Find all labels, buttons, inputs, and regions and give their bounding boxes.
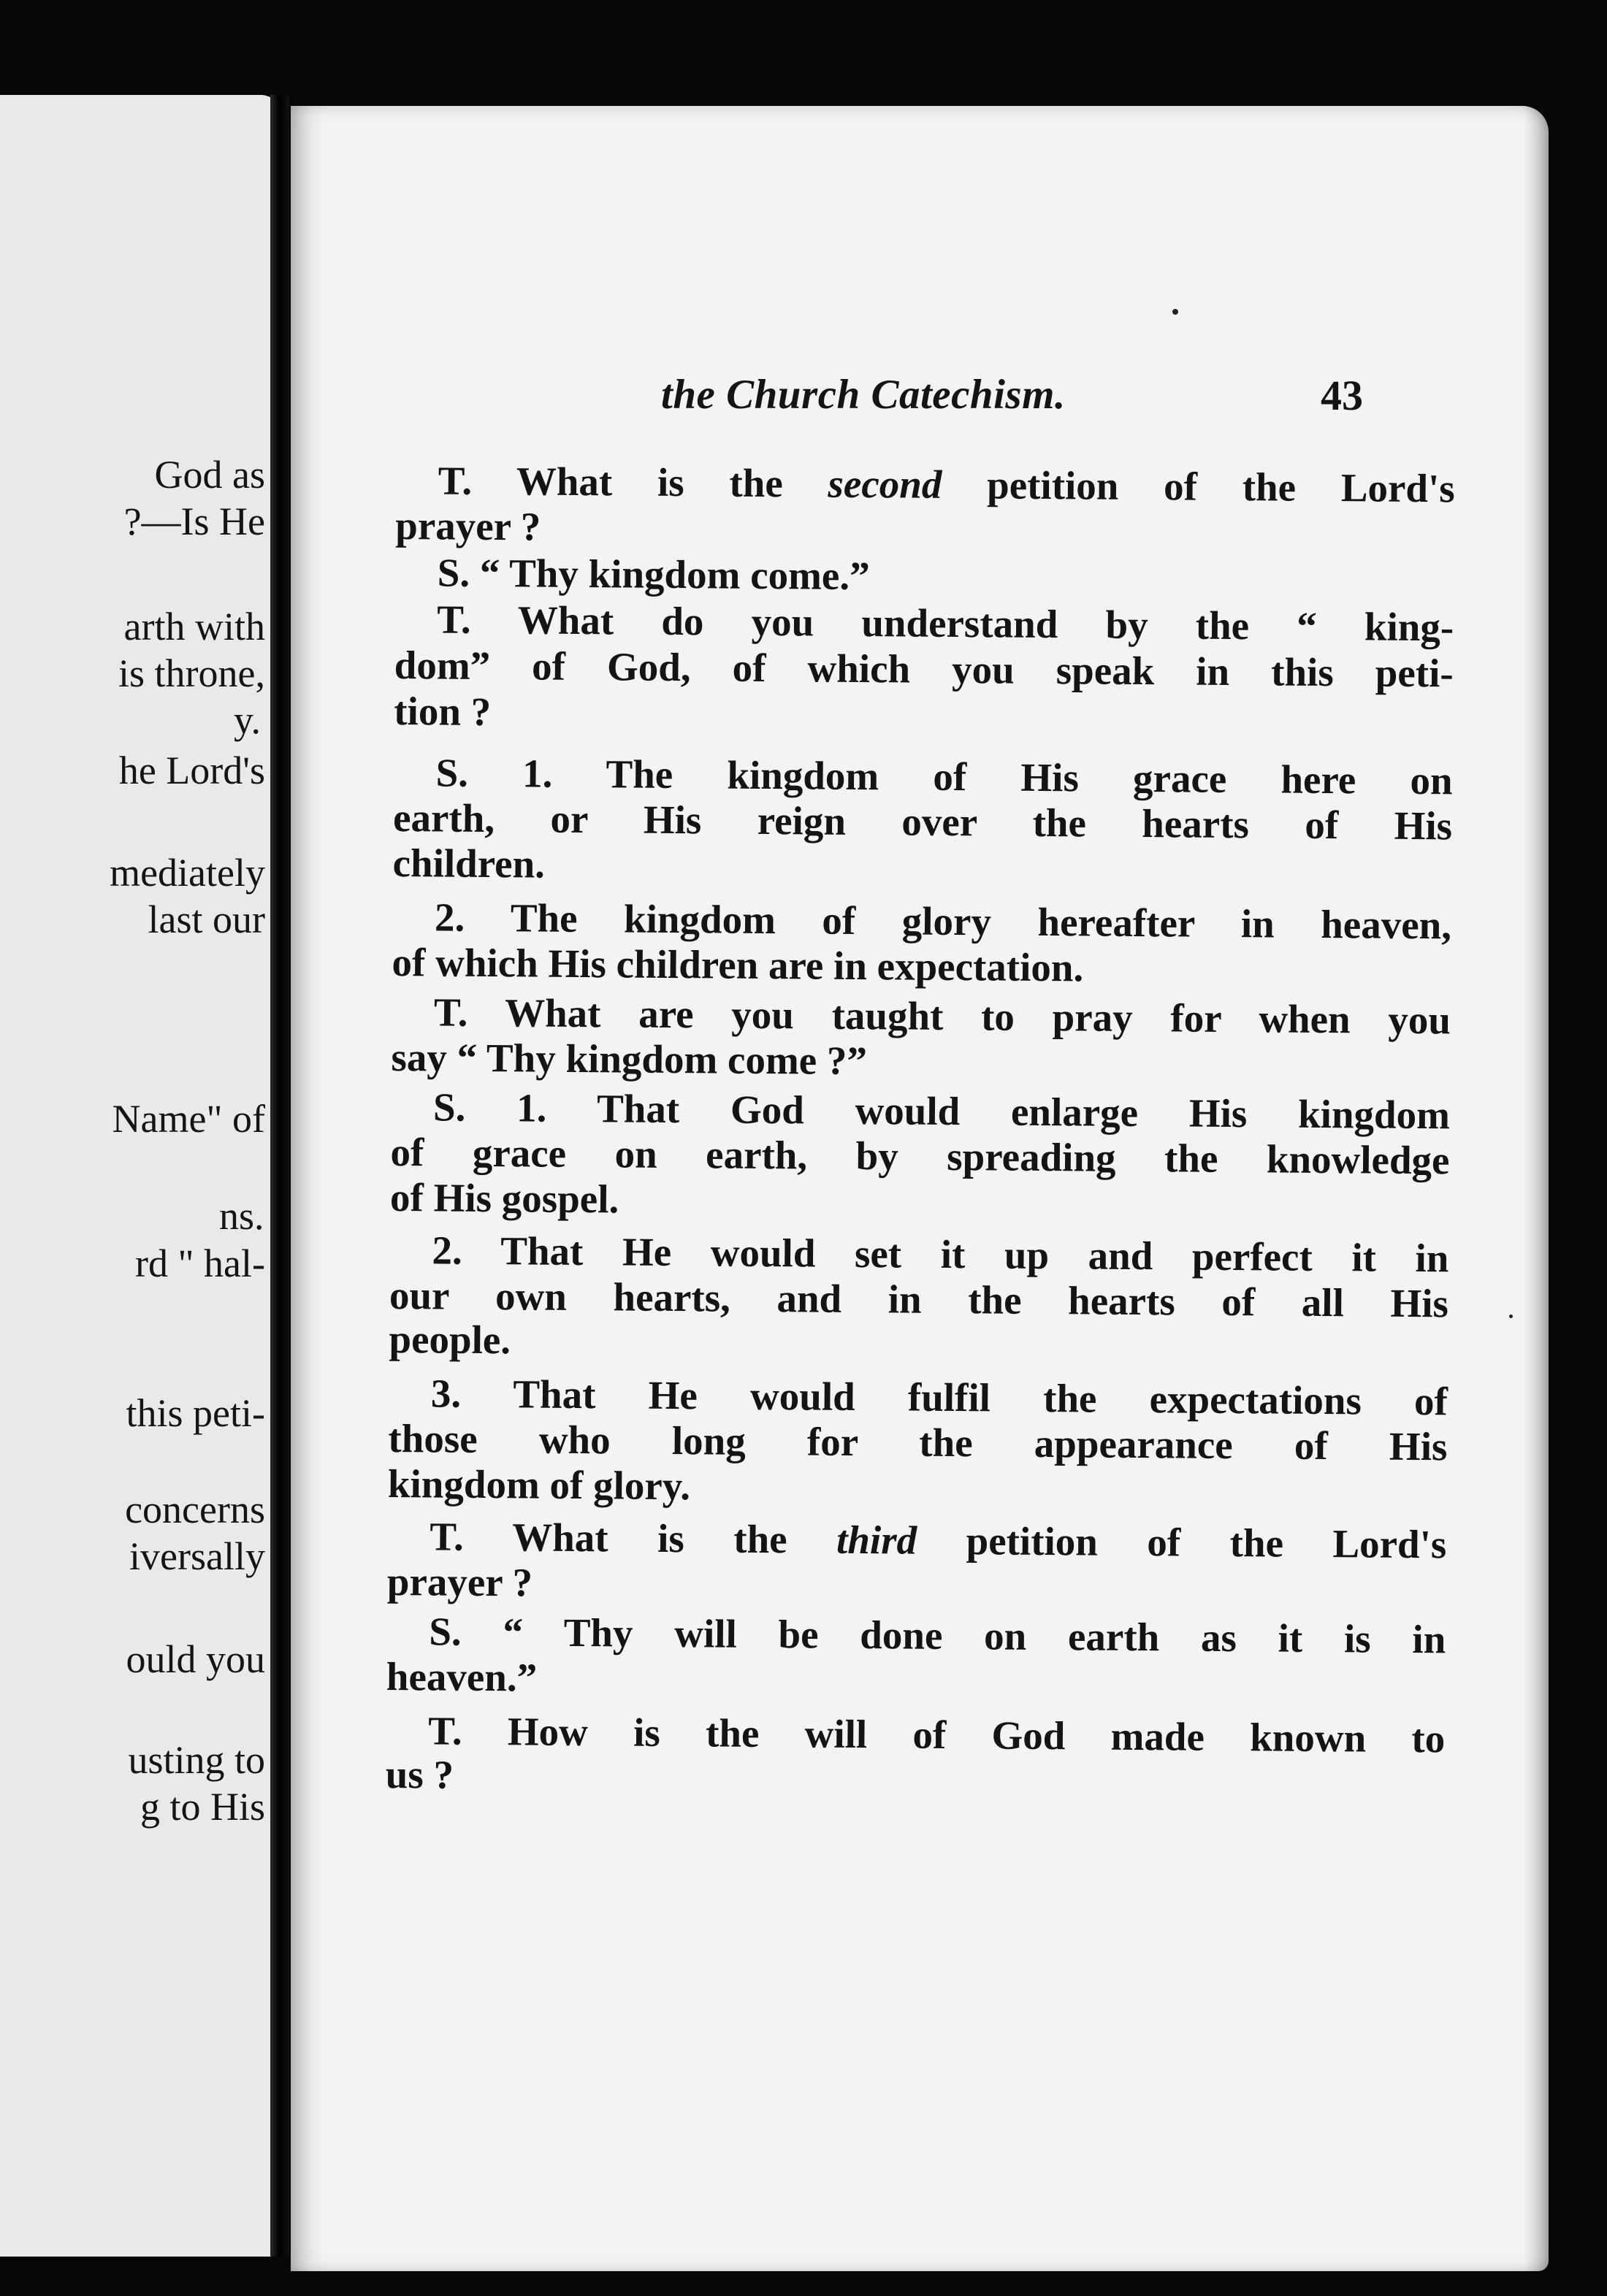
left-fragment: this peti- bbox=[126, 1391, 265, 1435]
left-fragment: y. bbox=[234, 698, 261, 742]
left-fragment: Name" of bbox=[112, 1097, 265, 1141]
left-fragment: iversally bbox=[129, 1534, 265, 1578]
text-line: kingdom of glory. bbox=[387, 1461, 691, 1509]
text-line: 2. The kingdom of glory hereafter in heaven, bbox=[434, 895, 1452, 948]
left-fragment: God as bbox=[154, 453, 265, 497]
left-fragment: concerns bbox=[125, 1488, 265, 1531]
catechism-text bbox=[385, 456, 1455, 1797]
text-line: S. “ Thy kingdom come.” bbox=[437, 550, 870, 599]
text-line: of His gospel. bbox=[389, 1174, 619, 1222]
left-fragment: last our bbox=[148, 898, 265, 941]
ink-speck bbox=[1509, 1315, 1513, 1318]
left-fragment: mediately bbox=[110, 851, 265, 895]
facing-page-left bbox=[0, 95, 281, 2257]
book-gutter bbox=[270, 95, 289, 2257]
left-fragment: he Lord's bbox=[118, 749, 265, 792]
text-line: heaven.” bbox=[386, 1653, 538, 1700]
text-line: say “ Thy kingdom come ?” bbox=[391, 1034, 868, 1084]
text-line: dom” of God, of which you speak in this peti- bbox=[394, 642, 1454, 696]
text-line: earth, or His reign over the hearts of His bbox=[392, 795, 1453, 849]
left-fragment: arth with bbox=[123, 605, 265, 648]
text-line: S. “ Thy will be done on earth as it is in bbox=[429, 1609, 1446, 1662]
text-line: those who long for the appearance of His bbox=[388, 1415, 1448, 1469]
left-fragment: ns. bbox=[219, 1194, 264, 1238]
text-line: 3. That He would fulfil the expectations of bbox=[430, 1371, 1448, 1424]
text-line: T. What is the third petition of the Lord's bbox=[430, 1514, 1447, 1567]
left-fragment: ?—Is He bbox=[123, 500, 265, 543]
text-line: people. bbox=[389, 1316, 511, 1363]
text-line: us ? bbox=[385, 1751, 454, 1797]
text-line: S. 1. That God would enlarge His kingdom bbox=[432, 1084, 1451, 1138]
text-line: prayer ? bbox=[395, 502, 541, 549]
left-fragment: g to His bbox=[140, 1785, 265, 1829]
text-line: T. What is the second petition of the Lord's bbox=[438, 458, 1455, 511]
text-line: prayer ? bbox=[386, 1558, 533, 1605]
text-line: T. What are you taught to pray for when you bbox=[433, 990, 1451, 1043]
text-line: tion ? bbox=[394, 688, 492, 735]
page-number: 43 bbox=[1321, 372, 1363, 419]
text-line: children. bbox=[392, 840, 546, 887]
left-fragment: usting to bbox=[128, 1738, 265, 1782]
text-line: our own hearts, and in the hearts of all His bbox=[389, 1272, 1449, 1326]
text-line: of which His children are in expectation. bbox=[392, 939, 1084, 990]
text-line: T. What do you understand by the “ king- bbox=[437, 597, 1454, 650]
left-fragment: rd " hal- bbox=[135, 1241, 265, 1285]
text-line: T. How is the will of God made known to bbox=[428, 1708, 1446, 1761]
ink-speck bbox=[1172, 309, 1178, 315]
running-title: the Church Catechism. bbox=[661, 372, 1066, 418]
book-page-right bbox=[291, 106, 1549, 2271]
text-line: S. 1. The kingdom of His grace here on bbox=[435, 750, 1453, 803]
page-header bbox=[291, 371, 1549, 429]
text-line: of grace on earth, by spreading the knowledge bbox=[390, 1129, 1450, 1183]
text-line: 2. That He would set it up and perfect it in bbox=[432, 1228, 1449, 1281]
left-fragment: ould you bbox=[126, 1637, 265, 1681]
left-fragment: is throne, bbox=[118, 651, 265, 695]
